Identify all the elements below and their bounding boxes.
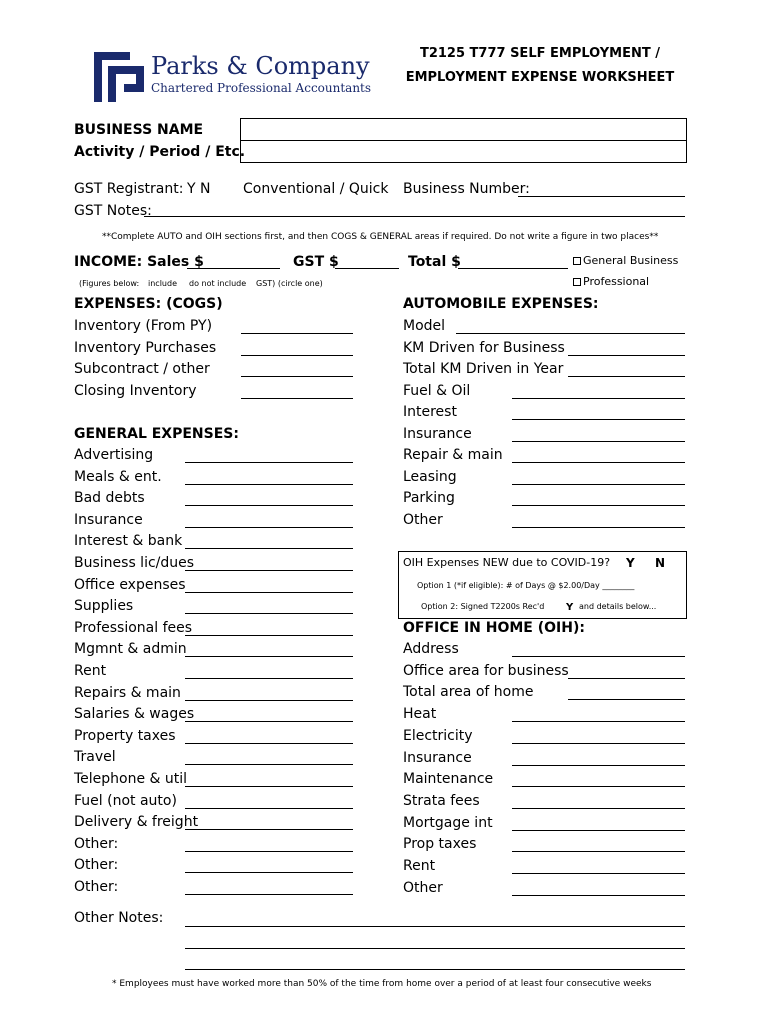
oih-item-field[interactable] bbox=[512, 808, 685, 809]
oih-item-label: Prop taxes bbox=[403, 836, 477, 853]
page-title-line1: T2125 T777 SELF EMPLOYMENT / bbox=[419, 46, 661, 61]
include-choice[interactable]: include bbox=[148, 279, 177, 288]
other-notes-line-1[interactable] bbox=[185, 926, 685, 927]
auto-item-label: Insurance bbox=[403, 425, 472, 442]
covid-option2-details: and details below... bbox=[579, 602, 657, 611]
general-item-field[interactable] bbox=[185, 527, 353, 528]
oih-item-field[interactable] bbox=[512, 873, 685, 874]
auto-item-field[interactable] bbox=[568, 376, 685, 377]
cogs-item-field[interactable] bbox=[241, 398, 353, 399]
general-item-field[interactable] bbox=[185, 721, 353, 722]
gst-registrant-label: GST Registrant: bbox=[74, 181, 184, 197]
general-item-field[interactable] bbox=[185, 570, 353, 571]
general-item-field[interactable] bbox=[185, 678, 353, 679]
auto-item-field[interactable] bbox=[512, 462, 685, 463]
auto-item-label: Parking bbox=[403, 490, 455, 506]
auto-item-label: Total KM Driven in Year bbox=[403, 361, 564, 377]
gst-notes-field[interactable] bbox=[144, 216, 685, 217]
other-notes-line-3[interactable] bbox=[185, 969, 685, 970]
oih-item-field[interactable] bbox=[512, 743, 685, 744]
general-business-label: General Business bbox=[583, 254, 679, 267]
general-item-label: Advertising bbox=[74, 447, 154, 463]
cogs-item-label: Subcontract / other bbox=[74, 361, 210, 377]
general-item-field[interactable] bbox=[185, 462, 353, 463]
cogs-item-field[interactable] bbox=[241, 333, 353, 334]
logo-mark-icon bbox=[94, 52, 144, 102]
general-item-field[interactable] bbox=[185, 613, 353, 614]
general-item-field[interactable] bbox=[185, 851, 353, 852]
general-item-label: Other: bbox=[74, 835, 119, 852]
covid-question: OIH Expenses NEW due to COVID-19? bbox=[403, 556, 611, 569]
general-item-label: Property taxes bbox=[74, 727, 176, 744]
general-item-field[interactable] bbox=[185, 743, 353, 744]
activity-field[interactable] bbox=[240, 140, 687, 163]
other-notes-line-2[interactable] bbox=[185, 948, 685, 949]
cogs-item-label: Closing Inventory bbox=[74, 382, 197, 399]
sales-field[interactable] bbox=[187, 268, 280, 269]
general-item-label: Rent bbox=[74, 663, 107, 679]
general-item-field[interactable] bbox=[185, 548, 353, 549]
activity-label: Activity / Period / Etc. bbox=[74, 144, 246, 160]
general-item-field[interactable] bbox=[185, 635, 353, 636]
auto-item-field[interactable] bbox=[512, 527, 685, 528]
general-item-label: Travel bbox=[74, 749, 116, 766]
general-item-label: Repairs & main bbox=[74, 684, 181, 701]
general-item-field[interactable] bbox=[185, 894, 353, 895]
general-business-checkbox[interactable] bbox=[573, 257, 581, 265]
auto-item-field[interactable] bbox=[512, 398, 685, 399]
do-not-include-choice[interactable]: do not include bbox=[189, 279, 247, 288]
auto-heading: AUTOMOBILE EXPENSES: bbox=[403, 296, 599, 312]
general-item-label: Telephone & util bbox=[74, 771, 188, 787]
general-item-label: Other: bbox=[74, 857, 119, 874]
oih-item-label: Strata fees bbox=[403, 792, 480, 809]
professional-label: Professional bbox=[583, 275, 650, 288]
total-field[interactable] bbox=[458, 268, 568, 269]
auto-item-label: KM Driven for Business bbox=[403, 339, 565, 356]
general-item-field[interactable] bbox=[185, 700, 353, 701]
other-notes-label: Other Notes: bbox=[74, 910, 164, 926]
general-item-field[interactable] bbox=[185, 592, 353, 593]
logo-company-name: Parks & Company bbox=[151, 52, 370, 80]
gst-field[interactable] bbox=[335, 268, 399, 269]
oih-item-field[interactable] bbox=[568, 678, 685, 679]
general-item-field[interactable] bbox=[185, 484, 353, 485]
income-sales-label: INCOME: Sales $ bbox=[74, 254, 204, 270]
oih-item-field[interactable] bbox=[512, 786, 685, 787]
figures-below-label: (Figures below: bbox=[79, 279, 140, 288]
footnote: * Employees must have worked more than 50% of the time from home over a period of at least four consecutive weeks bbox=[112, 979, 652, 989]
covid-option2-y[interactable]: Y bbox=[566, 602, 574, 613]
general-item-label: Interest & bank bbox=[74, 533, 183, 550]
general-item-label: Other: bbox=[74, 879, 119, 895]
oih-item-label: Address bbox=[403, 641, 459, 657]
auto-item-field[interactable] bbox=[568, 355, 685, 356]
cogs-item-label: Inventory Purchases bbox=[74, 339, 217, 356]
logo-subtitle: Chartered Professional Accountants bbox=[151, 81, 372, 95]
general-item-label: Professional fees bbox=[74, 619, 193, 636]
company-logo bbox=[94, 52, 144, 102]
instruction-text: **Complete AUTO and OIH sections first, and then COGS & GENERAL areas if required. Do not write a figure in two places** bbox=[102, 232, 659, 242]
general-item-field[interactable] bbox=[185, 764, 353, 765]
oih-item-field[interactable] bbox=[512, 851, 685, 852]
oih-item-field[interactable] bbox=[568, 699, 685, 700]
auto-item-field[interactable] bbox=[512, 441, 685, 442]
oih-item-field[interactable] bbox=[512, 656, 685, 657]
oih-item-label: Electricity bbox=[403, 727, 473, 744]
cogs-heading: EXPENSES: (COGS) bbox=[74, 296, 223, 312]
general-item-field[interactable] bbox=[185, 808, 353, 809]
auto-item-field[interactable] bbox=[512, 419, 685, 420]
auto-item-label: Leasing bbox=[403, 468, 457, 485]
covid-option1: Option 1 (*if eligible): # of Days @ $2.00/Day ________ bbox=[417, 581, 635, 590]
general-item-label: Fuel (not auto) bbox=[74, 792, 177, 809]
professional-checkbox[interactable] bbox=[573, 278, 581, 286]
oih-item-label: Insurance bbox=[403, 749, 472, 766]
business-number-field[interactable] bbox=[518, 196, 685, 197]
oih-item-field[interactable] bbox=[512, 721, 685, 722]
cogs-item-label: Inventory (From PY) bbox=[74, 318, 213, 334]
business-name-label: BUSINESS NAME bbox=[74, 122, 204, 138]
business-name-field[interactable] bbox=[240, 118, 687, 141]
income-gst-label: GST $ bbox=[293, 254, 339, 270]
general-heading: GENERAL EXPENSES: bbox=[74, 426, 239, 442]
oih-item-label: Other bbox=[403, 879, 443, 896]
gst-notes-label: GST Notes: bbox=[74, 203, 152, 219]
general-item-label: Salaries & wages bbox=[74, 706, 195, 723]
general-item-label: Business lic/dues bbox=[74, 555, 195, 571]
covid-y-choice[interactable]: Y bbox=[626, 556, 635, 570]
oih-item-label: Heat bbox=[403, 706, 437, 723]
general-item-label: Delivery & freight bbox=[74, 814, 199, 831]
gst-yn-choice[interactable]: Y N bbox=[187, 181, 211, 197]
general-item-field[interactable] bbox=[185, 829, 353, 830]
auto-item-label: Interest bbox=[403, 404, 457, 420]
cogs-item-field[interactable] bbox=[241, 355, 353, 356]
business-number-label: Business Number: bbox=[403, 181, 530, 197]
oih-item-label: Rent bbox=[403, 858, 436, 874]
general-item-field[interactable] bbox=[185, 656, 353, 657]
general-item-label: Office expenses bbox=[74, 576, 186, 593]
auto-item-field[interactable] bbox=[512, 484, 685, 485]
oih-item-label: Maintenance bbox=[403, 771, 494, 788]
gst-circle-label: GST) (circle one) bbox=[256, 279, 323, 288]
covid-option2-label: Option 2: Signed T2200s Rec'd bbox=[421, 602, 545, 611]
cogs-item-field[interactable] bbox=[241, 376, 353, 377]
page-title-line2: EMPLOYMENT EXPENSE WORKSHEET bbox=[405, 70, 675, 85]
general-item-label: Mgmnt & admin bbox=[74, 641, 187, 658]
oih-item-field[interactable] bbox=[512, 830, 685, 831]
general-item-label: Supplies bbox=[74, 598, 134, 615]
general-item-field[interactable] bbox=[185, 786, 353, 787]
oih-item-label: Office area for business bbox=[403, 662, 569, 679]
auto-item-label: Fuel & Oil bbox=[403, 382, 471, 399]
general-item-label: Bad debts bbox=[74, 490, 145, 507]
oih-item-field[interactable] bbox=[512, 765, 685, 766]
auto-item-field[interactable] bbox=[512, 505, 685, 506]
general-item-field[interactable] bbox=[185, 872, 353, 873]
covid-n-choice[interactable]: N bbox=[655, 556, 666, 570]
oih-item-label: Total area of home bbox=[403, 684, 534, 701]
auto-item-label: Other bbox=[403, 511, 443, 528]
general-item-label: Meals & ent. bbox=[74, 468, 162, 485]
general-item-field[interactable] bbox=[185, 505, 353, 506]
oih-item-label: Mortgage int bbox=[403, 814, 493, 831]
auto-item-field[interactable] bbox=[456, 333, 685, 334]
conventional-quick-choice[interactable]: Conventional / Quick bbox=[243, 181, 389, 197]
auto-item-label: Repair & main bbox=[403, 447, 503, 463]
auto-item-label: Model bbox=[403, 318, 446, 334]
oih-heading: OFFICE IN HOME (OIH): bbox=[403, 620, 585, 636]
oih-item-field[interactable] bbox=[512, 895, 685, 896]
income-total-label: Total $ bbox=[408, 254, 461, 270]
general-item-label: Insurance bbox=[74, 511, 143, 528]
